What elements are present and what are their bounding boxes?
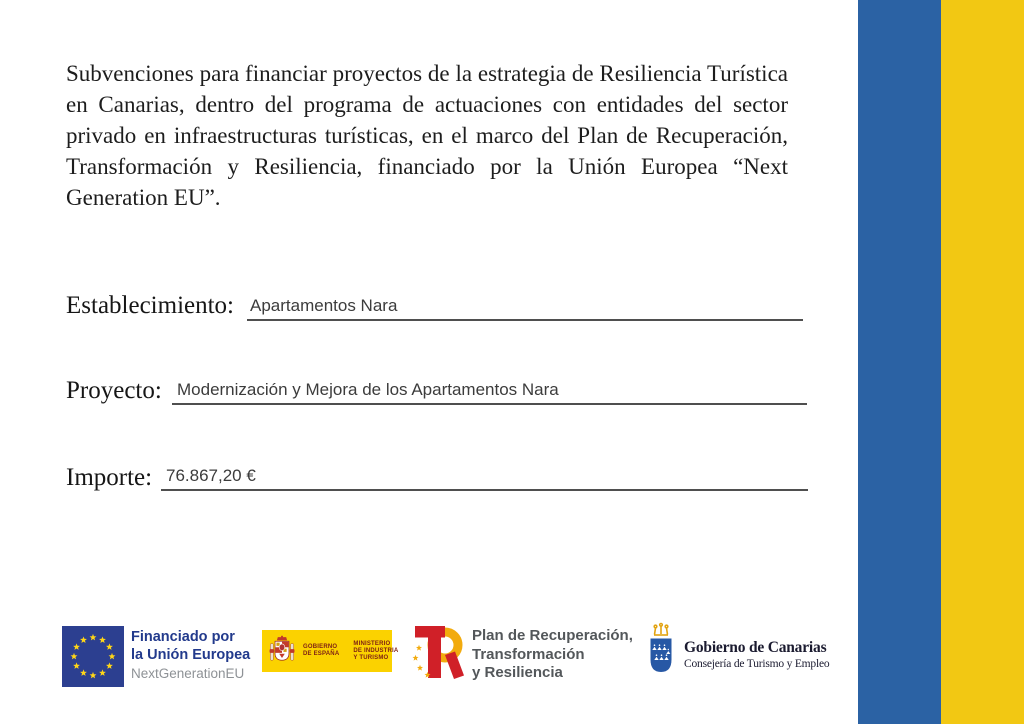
right-band-yellow <box>941 0 1024 724</box>
eu-funded-line2: la Unión Europea <box>131 646 251 663</box>
eu-funded-line1: Financiado por <box>131 629 235 645</box>
eu-flag-icon <box>62 626 124 687</box>
establecimiento-label: Establecimiento: <box>66 292 235 319</box>
prtr-title: Plan de Recuperación, Transformación y Resiliencia <box>472 627 633 681</box>
right-band-blue <box>858 0 941 724</box>
canarias-government-label: Gobierno de Canarias <box>684 639 827 656</box>
proyecto-value: Modernización y Mejora de los Apartamentos Nara <box>177 380 559 399</box>
spain-government-label: GOBIERNO DE ESPAÑA <box>303 644 340 657</box>
canarias-department-label: Consejería de Turismo y Empleo <box>684 658 830 670</box>
spain-ministry-label: MINISTERIO DE INDUSTRIA Y TURISMO <box>353 640 399 661</box>
establecimiento-value: Apartamentos Nara <box>250 296 398 315</box>
spain-government-logo <box>262 630 399 672</box>
importe-label: Importe: <box>66 464 153 491</box>
importe-value: 76.867,20 € <box>166 466 256 485</box>
canarias-text <box>684 639 829 670</box>
spain-coat-of-arms-icon <box>269 635 295 667</box>
proyecto-label: Proyecto: <box>66 377 162 404</box>
eu-funding-text <box>131 629 250 681</box>
establecimiento-underline <box>247 319 803 321</box>
proyecto-underline <box>172 403 807 405</box>
eu-program-label: NextGenerationEU <box>131 666 245 681</box>
prtr-logo-icon <box>412 623 466 685</box>
intro-paragraph: Subvenciones para financiar proyectos de la estrategia de Resiliencia Turística en Canarias, dentro del programa de actuaciones con entidades del sector privado en infraestructuras turísticas, en el marco del Plan de Recuperación, Transformación y Resiliencia, financiado por la Unión Europea “Next Generation EU”. <box>66 61 788 210</box>
importe-underline <box>161 489 808 491</box>
canarias-emblem-icon <box>644 621 678 677</box>
crown-icon <box>654 624 668 636</box>
